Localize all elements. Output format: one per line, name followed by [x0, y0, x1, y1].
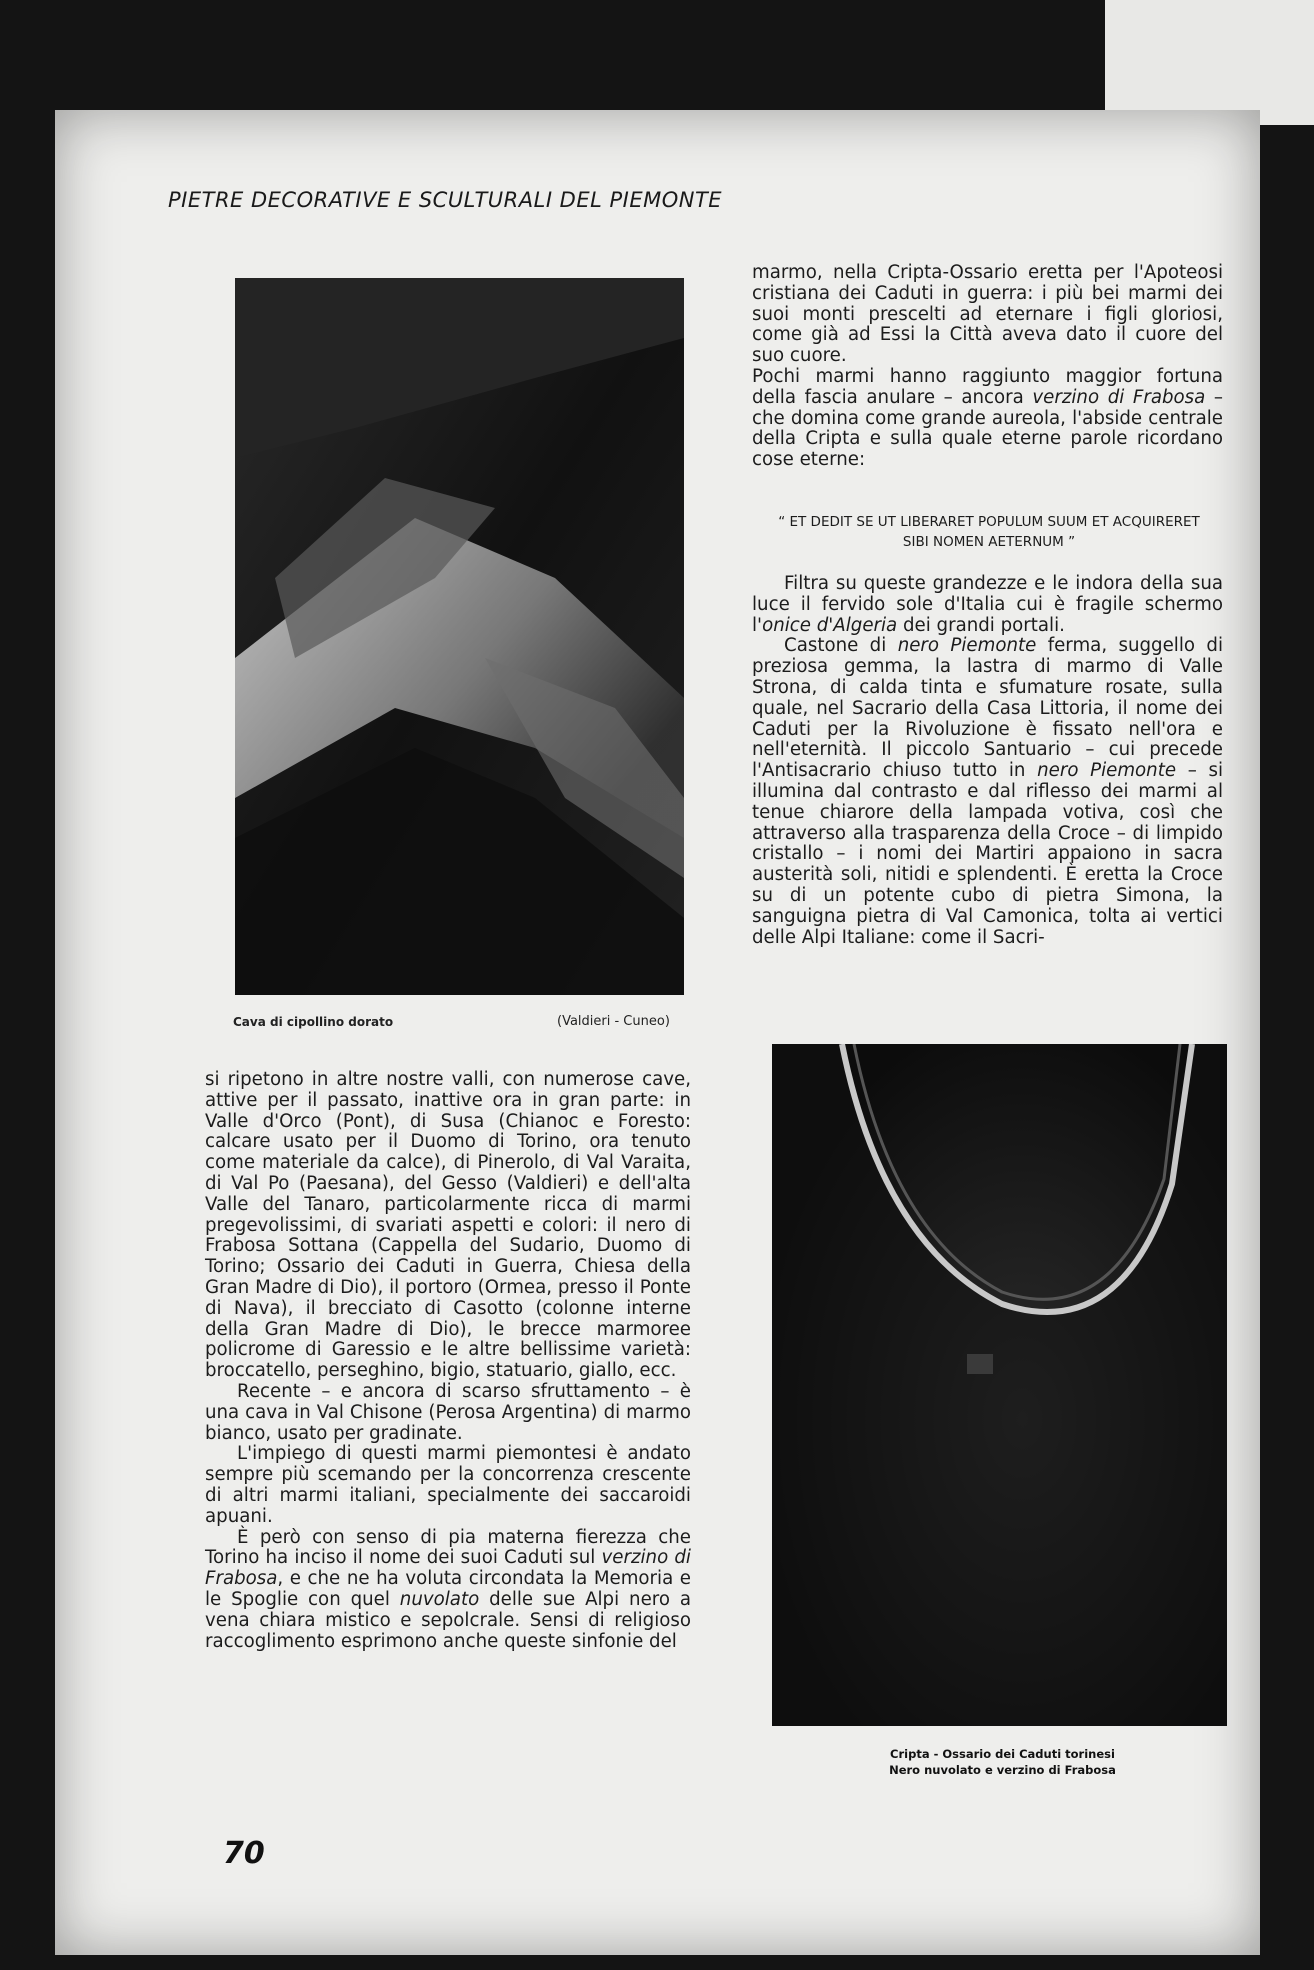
photo1-caption-place: (Valdieri - Cuneo)	[557, 1014, 670, 1029]
paragraph: si ripetono in altre nostre valli, con numerose cave, attive per il passato, inattive ora in gran parte: in Valle d'Orco (Pont), di Susa (Chianoc e Foresto: calcare usato per il Duomo di Torino, ora tenuto come materiale da calce), di Pinerolo, di Val Varaita, di Val Po (Paesana), del Gesso (Valdieri) e dell'alta Valle del Tanaro, particolarmente ricca di marmi pregevolissimi, di svariati aspetti e colori: il nero di Frabosa Sottana (Cappella del Sudario, Duomo di Torino; Ossario dei Caduti in Guerra, Chiesa della Gran Madre di Dio), il portoro (Ormea, presso il Ponte di Nava), il brecciato di Casotto (colonne interne della Gran Madre di Dio), le brecce marmoree policrome di Garessio e le altre bellissime varietà: broccatello, perseghino, bigio, statuario, giallo, ecc.	[205, 1069, 691, 1382]
paragraph: Filtra su queste grandezze e le indora della sua luce il fervido sole d'Italia cui è fragile schermo l'onice d'Algeria dei grandi portali.	[752, 573, 1223, 636]
right-column-top	[752, 263, 1223, 471]
photo2-caption: Cripta - Ossario dei Caduti torinesi Nero nuvolato e verzino di Frabosa	[889, 1747, 1116, 1777]
page-corner-background	[1105, 0, 1314, 125]
quarry-photo	[235, 278, 684, 995]
left-column	[205, 1070, 691, 1652]
paragraph: marmo, nella Cripta-Ossario eretta per l'Apoteosi cristiana dei Caduti in guerra: i più bei marmi dei suoi monti prescelti ad eternare i figli gloriosi, come già ad Essi la Città aveva dato il cuore del suo cuore.	[752, 262, 1223, 367]
paragraph: È però con senso di pia materna fierezza che Torino ha inciso il nome dei suoi Caduti sul verzino di Frabosa, e che ne ha voluta circondata la Memoria e le Spoglie con quel nuvolato delle sue Alpi nero a vena chiara mistico e sepolcrale. Sensi di religioso raccoglimento esprimono anche queste sinfonie del	[205, 1526, 691, 1652]
paragraph: L'impiego di questi marmi piemontesi è andato sempre più scemando per la concorrenza crescente di altri marmi italiani, specialmente dei saccaroidi apuani.	[205, 1443, 691, 1527]
right-column-bottom	[752, 574, 1223, 948]
crypt-photo	[772, 1044, 1227, 1726]
paragraph: Recente – e ancora di scarso sfruttamento – è una cava in Val Chisone (Perosa Argentina) di marmo bianco, usato per gradinate.	[205, 1380, 691, 1444]
paragraph: Pochi marmi hanno raggiunto maggior fortuna della fascia anulare – ancora verzino di Frabosa – che domina come grande aureola, l'abside centrale della Cripta e sulla quale eterne parole ricordano cose eterne:	[752, 365, 1223, 471]
epigraph-inscription: “ ET DEDIT SE UT LIBERARET POPULUM SUUM ET ACQUIRERET SIBI NOMEN AETERNUM ”	[778, 514, 1200, 550]
page-number: 70	[223, 1836, 265, 1871]
paragraph: Castone di nero Piemonte ferma, suggello di preziosa gemma, la lastra di marmo di Valle Strona, di calda tinta e sfumature rosate, sulla quale, nel Sacrario della Casa Littoria, il nome dei Caduti per la Rivoluzione è fissato nell'ora e nell'eternità. Il piccolo Santuario – cui precede l'Antisacrario chiuso tutto in nero Piemonte – si illumina dal contrasto e dal riflesso dei marmi al tenue chiarore della lampada votiva, così che attraverso alla trasparenza della Croce – di limpido cristallo – i nomi dei Martiri appaiono in sacra austerità soli, nitidi e splendenti. È eretta la Croce su di un potente cubo di pietra Simona, la sanguigna pietra di Val Camonica, tolta ai vertici delle Alpi Italiane: come il Sacri-	[752, 635, 1223, 948]
scanned-page	[55, 110, 1260, 1955]
running-head: PIETRE DECORATIVE E SCULTURALI DEL PIEMONTE	[168, 188, 723, 212]
photo1-caption-title: Cava di cipollino dorato	[233, 1015, 394, 1029]
